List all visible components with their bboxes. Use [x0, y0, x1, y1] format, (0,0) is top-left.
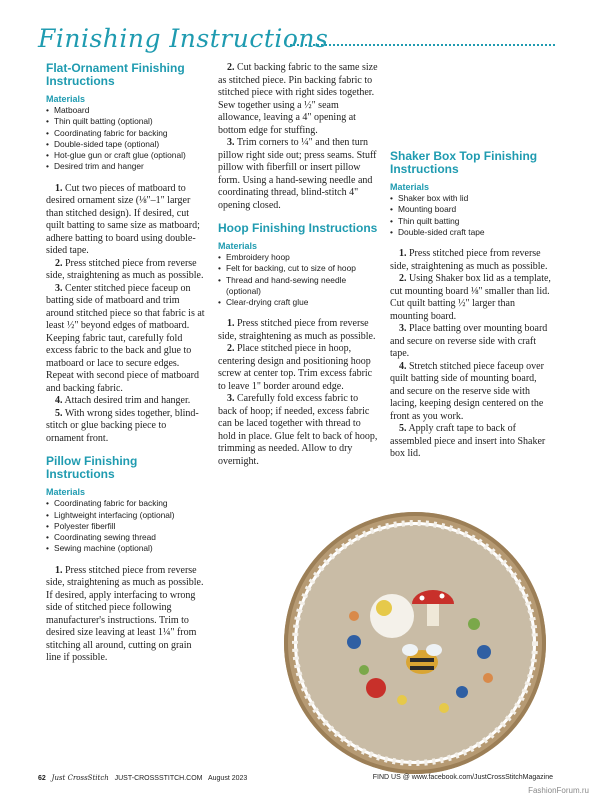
step-number: 1. [399, 248, 407, 260]
step-number: 4. [55, 395, 63, 407]
instruction-step [218, 62, 378, 137]
material-item: • Mounting board [390, 204, 552, 215]
step-number: 5. [55, 407, 63, 419]
step-number: 5. [399, 423, 407, 435]
steps [390, 248, 552, 461]
materials-heading: Materials [46, 94, 86, 104]
step-number: 2. [227, 62, 235, 73]
step-number: 3. [399, 323, 407, 335]
material-item: • Lightweight interfacing (optional) [46, 510, 206, 521]
cross-stitch-design-illustration [284, 512, 546, 774]
material-item: • Double-sided tape (optional) [46, 139, 206, 150]
instruction-step [218, 137, 378, 212]
column-left [46, 62, 206, 665]
section-title: Hoop Finishing Instructions [218, 221, 378, 235]
steps [46, 565, 206, 665]
step-text: Cut backing fabric to the same size as stitched piece. Pin backing fabric to stitched piece with right sides together. Sew together using a ½" seam allowance, leaving a 4" opening at bottom edge for stuffing. [218, 62, 378, 136]
step-text: Attach desired trim and hanger. [64, 395, 191, 407]
column-middle [218, 62, 378, 468]
step-text: Apply craft tape to back of assembled piece and insert into Shaker box lid. [390, 423, 546, 460]
steps [46, 183, 206, 446]
step-number: 2. [55, 257, 63, 269]
material-item: • Thin quilt batting [390, 216, 552, 227]
section-title: Shaker Box Top Finishing Instructions [390, 149, 538, 176]
step-text: Place batting over mounting board and secure on reverse side with craft tape. [390, 323, 548, 360]
materials-heading: Materials [46, 487, 86, 498]
step-number: 2. [227, 343, 235, 355]
step-number: 4. [399, 360, 407, 372]
materials-list [46, 105, 206, 173]
pillow-steps-continued [218, 62, 378, 212]
material-item: • Desired trim and hanger [46, 161, 206, 172]
website: JUST-CROSSSTITCH.COM [114, 775, 203, 782]
material-item: • Shaker box with lid [390, 193, 552, 204]
step-number: 3. [55, 282, 63, 294]
flower-wreath-illustration [347, 590, 493, 713]
material-item: • Clear-drying craft glue [218, 297, 378, 308]
hoop-section [218, 222, 378, 468]
material-item: • Thin quilt batting (optional) [46, 116, 206, 127]
step-text: Stretch stitched piece faceup over quilt batting side of mounting board, and secure on the reserve side with lacing, keeping design centered on the front as you work. [390, 360, 544, 422]
material-item: • Sewing machine (optional) [46, 543, 206, 554]
step-text: Press stitched piece from reverse side, straightening as much as possible. [218, 318, 376, 342]
steps [218, 318, 378, 468]
instruction-step [390, 273, 552, 323]
materials-heading: Materials [390, 182, 430, 192]
section-title: Pillow Finishing Instructions [46, 454, 138, 482]
instruction-step [46, 258, 206, 283]
instruction-step [390, 248, 552, 273]
issue-date: August 2023 [207, 775, 248, 782]
hoop-photo [284, 512, 546, 774]
instruction-step [46, 408, 206, 446]
instruction-step [390, 361, 552, 424]
step-number: 3. [227, 393, 235, 405]
instruction-step [390, 423, 552, 461]
instruction-step [46, 565, 206, 665]
page-title: Finishing Instructions [38, 24, 329, 53]
material-item: • Double-sided craft tape [390, 227, 552, 238]
material-item: • Matboard [46, 105, 206, 116]
material-item: • Coordinating sewing thread [46, 532, 206, 543]
material-item: • Coordinating fabric for backing [46, 498, 206, 509]
step-text: Press stitched piece from reverse side, straightening as much as possible. [46, 257, 204, 282]
step-text: Press stitched piece from reverse side, straightening as much as possible. If desired, apply interfacing to wrong side of stitched piece following manufacturer's instructions. Trim to desired size leaving at least 1¼" from stitching all around, cutting on grain line if possible. [46, 564, 204, 664]
header-dotted-rule [290, 44, 555, 46]
step-text: Carefully fold excess fabric to back of hoop; if needed, excess fabric can be laced together with thread to hold in place. Glue felt to back of hoop, trimming as needed. Allow to dry overnight. [218, 393, 378, 467]
step-number: 3. [227, 137, 235, 148]
step-text: Using Shaker box lid as a template, cut mounting board ⅛" smaller than lid. Cut quilt batting ½" larger than mounting board. [390, 273, 551, 322]
shaker-section [390, 150, 552, 461]
step-text: Cut two pieces of matboard to desired ornament size (⅛"–1" larger than stitched design). If desired, cut quilt batting to same size as matboard; adhere batting to board using double-sided tape. [46, 182, 200, 257]
material-item: • Embroidery hoop [218, 252, 378, 263]
instruction-step [46, 283, 206, 396]
step-text: Trim corners to ¼" and then turn pillow right side out; press seams. Stuff pillow with fiberfill or insert pillow form. Using a hand-sewing needle and coordinating thread, blind-stitch 4" opening closed. [218, 137, 377, 211]
step-number: 1. [227, 318, 235, 330]
materials-heading: Materials [218, 241, 258, 251]
instruction-step [218, 343, 378, 393]
material-item: • Hot-glue gun or craft glue (optional) [46, 150, 206, 161]
page-footer [38, 774, 565, 786]
section-title: Flat-Ornament Finishing Instructions [46, 61, 185, 88]
material-item: • Felt for backing, cut to size of hoop [218, 263, 378, 274]
material-item: • Coordinating fabric for backing [46, 128, 206, 139]
column-right [390, 62, 552, 461]
pillow-section [46, 455, 206, 664]
instruction-step [390, 323, 552, 361]
materials-list [390, 193, 552, 238]
instruction-step [46, 395, 206, 408]
step-number: 1. [55, 182, 63, 194]
magazine-name: Just CrossStitch [51, 774, 109, 782]
materials-list [46, 498, 206, 554]
flat-ornament-section [46, 62, 206, 445]
step-text: Place stitched piece in hoop, centering design and positioning hoop screw at center top. Trim excess fabric to leave 1" border around edge. [218, 343, 373, 392]
instruction-step [218, 318, 378, 343]
instruction-step [218, 393, 378, 468]
step-text: Center stitched piece faceup on batting side of matboard and trim around stitched piece so that fabric is at least ½" beyond edges of matboard. Keeping fabric taut, carefully fold excess fabric to the back and glue to matboard or lace to secure edges. Repeat with second piece of matboard and backing fabric. [46, 282, 205, 394]
instruction-step [46, 183, 206, 258]
watermark: FashionForum.ru [528, 786, 589, 795]
step-number: 1. [55, 564, 63, 576]
material-item: • Polyester fiberfill [46, 521, 206, 532]
step-text: Press stitched piece from reverse side, straightening as much as possible. [390, 248, 548, 272]
materials-list [218, 252, 378, 308]
page-number: 62 [38, 775, 46, 782]
material-item: • Thread and hand-sewing needle (optional) [218, 275, 378, 298]
footer-left [38, 774, 247, 782]
facebook-link: FIND US @ www.facebook.com/JustCrossStitchMagazine [372, 774, 553, 781]
step-number: 2. [399, 273, 407, 285]
step-text: With wrong sides together, blind-stitch or glue backing piece to ornament front. [46, 407, 199, 444]
